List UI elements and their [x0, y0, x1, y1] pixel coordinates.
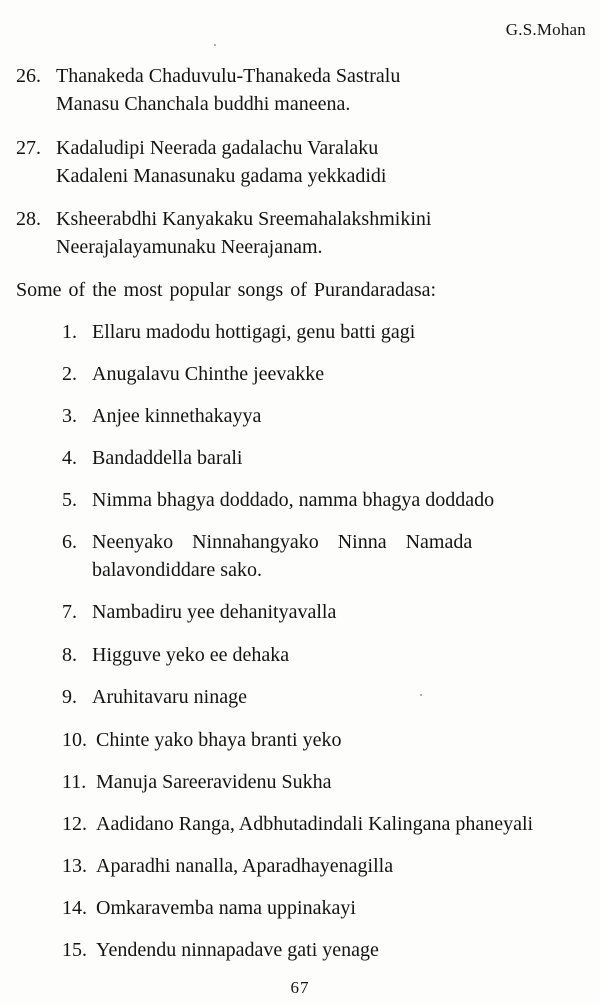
- song-title: Aparadhi nanalla, Aparadhayenagilla: [96, 855, 394, 877]
- song-item-2: [62, 360, 324, 388]
- song-number: 14.: [62, 897, 87, 919]
- song-number: 1.: [62, 321, 77, 343]
- song-number: 5.: [62, 489, 77, 511]
- song-number: 13.: [62, 855, 87, 877]
- song-item-6: [62, 528, 472, 584]
- song-number: 9.: [62, 686, 77, 708]
- item-number: 26.: [16, 65, 41, 87]
- song-item-5: [62, 486, 494, 514]
- song-number: 2.: [62, 363, 77, 385]
- song-title: Chinte yako bhaya branti yeko: [96, 729, 342, 751]
- song-item-11: [62, 768, 331, 796]
- song-item-4: [62, 444, 243, 472]
- item-number: 28.: [16, 208, 41, 230]
- item-line: Ksheerabdhi Kanyakaku Sreemahalakshmikini: [56, 208, 432, 230]
- song-title: Aadidano Ranga, Adbhutadindali Kalingana phaneyali: [96, 813, 534, 835]
- song-title: Ellaru madodu hottigagi, genu batti gagi: [92, 321, 416, 343]
- song-title: Anugalavu Chinthe jeevakke: [92, 363, 325, 385]
- song-number: 15.: [62, 939, 87, 961]
- song-title: Neenyako Ninnahangyako Ninna Namada: [92, 531, 473, 553]
- song-number: 6.: [62, 531, 77, 553]
- song-item-9: [62, 683, 247, 711]
- song-item-7: [62, 598, 336, 626]
- song-item-14: [62, 894, 356, 922]
- kriti-item-27: [16, 134, 386, 190]
- song-item-1: [62, 318, 415, 346]
- song-item-12: [62, 810, 533, 838]
- paper-speck: [214, 44, 216, 46]
- song-number: 10.: [62, 729, 87, 751]
- intro-paragraph: Some of the most popular songs of Purandaradasa:: [16, 279, 437, 301]
- song-number: 3.: [62, 405, 77, 427]
- paper-speck: [420, 694, 422, 696]
- song-item-10: [62, 726, 342, 754]
- song-item-3: [62, 402, 261, 430]
- song-item-8: [62, 641, 289, 669]
- song-title: Higguve yeko ee dehaka: [92, 644, 290, 666]
- item-number: 27.: [16, 137, 41, 159]
- song-number: 7.: [62, 601, 77, 623]
- song-title-continued: balavondiddare sako.: [92, 559, 262, 581]
- item-line: Thanakeda Chaduvulu-Thanakeda Sastralu: [56, 65, 401, 87]
- song-number: 11.: [62, 771, 87, 793]
- song-title: Manuja Sareeravidenu Sukha: [96, 771, 332, 793]
- song-title: Aruhitavaru ninage: [92, 686, 247, 708]
- song-title: Omkaravemba nama uppinakayi: [96, 897, 356, 919]
- song-title: Nambadiru yee dehanityavalla: [92, 601, 337, 623]
- kriti-item-28: [16, 205, 431, 261]
- page-number: 67: [290, 978, 310, 997]
- song-number: 8.: [62, 644, 77, 666]
- item-line-continued: Kadaleni Manasunaku gadama yekkadidi: [56, 165, 387, 187]
- song-item-15: [62, 936, 379, 964]
- song-title: Nimma bhagya doddado, namma bhagya doddado: [92, 489, 495, 511]
- song-item-13: [62, 852, 393, 880]
- song-number: 12.: [62, 813, 87, 835]
- item-line-continued: Manasu Chanchala buddhi maneena.: [56, 93, 351, 115]
- song-title: Bandaddella barali: [92, 447, 243, 469]
- kriti-item-26: [16, 62, 400, 118]
- item-line-continued: Neerajalayamunaku Neerajanam.: [56, 236, 323, 258]
- item-line: Kadaludipi Neerada gadalachu Varalaku: [56, 137, 379, 159]
- song-title: Anjee kinnethakayya: [92, 405, 262, 427]
- song-title: Yendendu ninnapadave gati yenage: [96, 939, 379, 961]
- running-header-author: G.S.Mohan: [505, 20, 586, 39]
- song-number: 4.: [62, 447, 77, 469]
